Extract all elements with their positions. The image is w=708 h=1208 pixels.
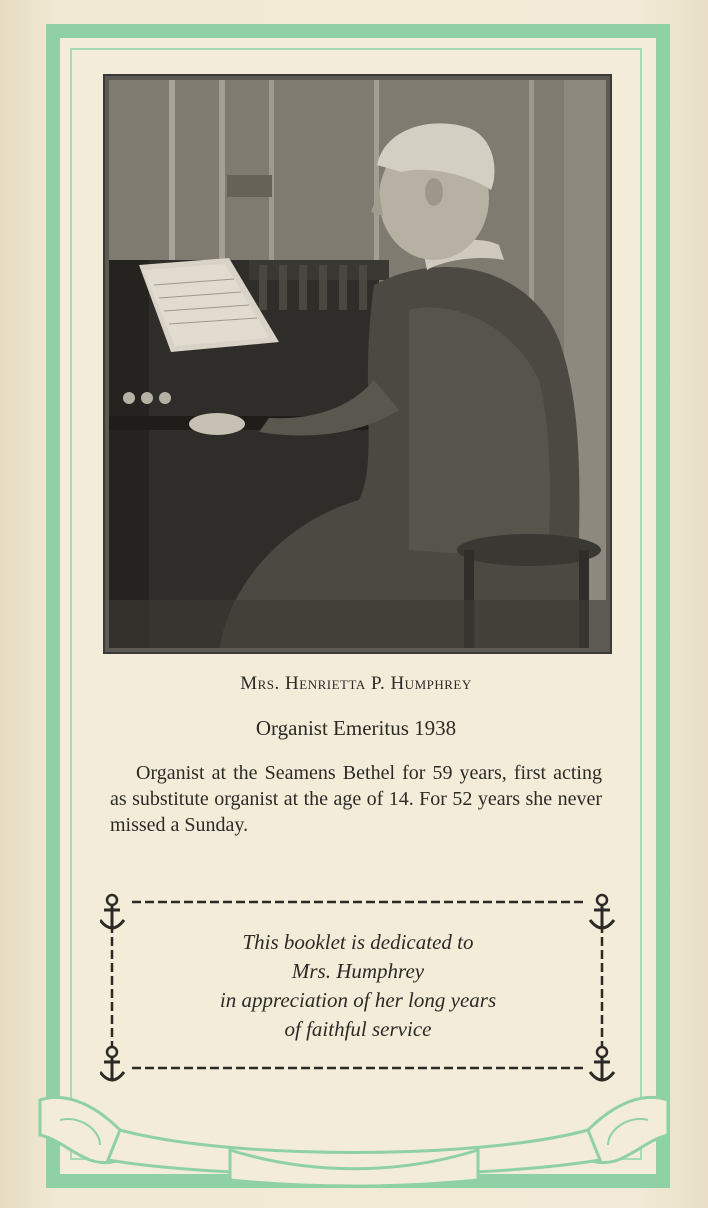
portrait-photo-frame [103, 74, 612, 654]
caption-title: Organist Emeritus 1938 [255, 716, 457, 740]
biography-paragraph: Organist at the Seamens Bethel for 59 years, first acting as substitute organist at the age of 14. For 52 years she never missed a Sunday. [110, 762, 602, 836]
dedication-text [150, 928, 566, 1044]
dedication-line-1: This booklet is dedicated to [242, 930, 474, 954]
caption-name: Mrs. Henrietta P. Humphrey [240, 673, 472, 694]
dedication-line-2: Mrs. Humphrey [291, 959, 425, 983]
dedication-line-3: in appreciation of her long years [219, 988, 497, 1012]
portrait-photo [109, 80, 606, 648]
dedication-line-4: of faithful service [284, 1017, 432, 1041]
ribbon-banner-ornament [30, 1080, 678, 1190]
organist-photo-illustration [109, 80, 606, 648]
